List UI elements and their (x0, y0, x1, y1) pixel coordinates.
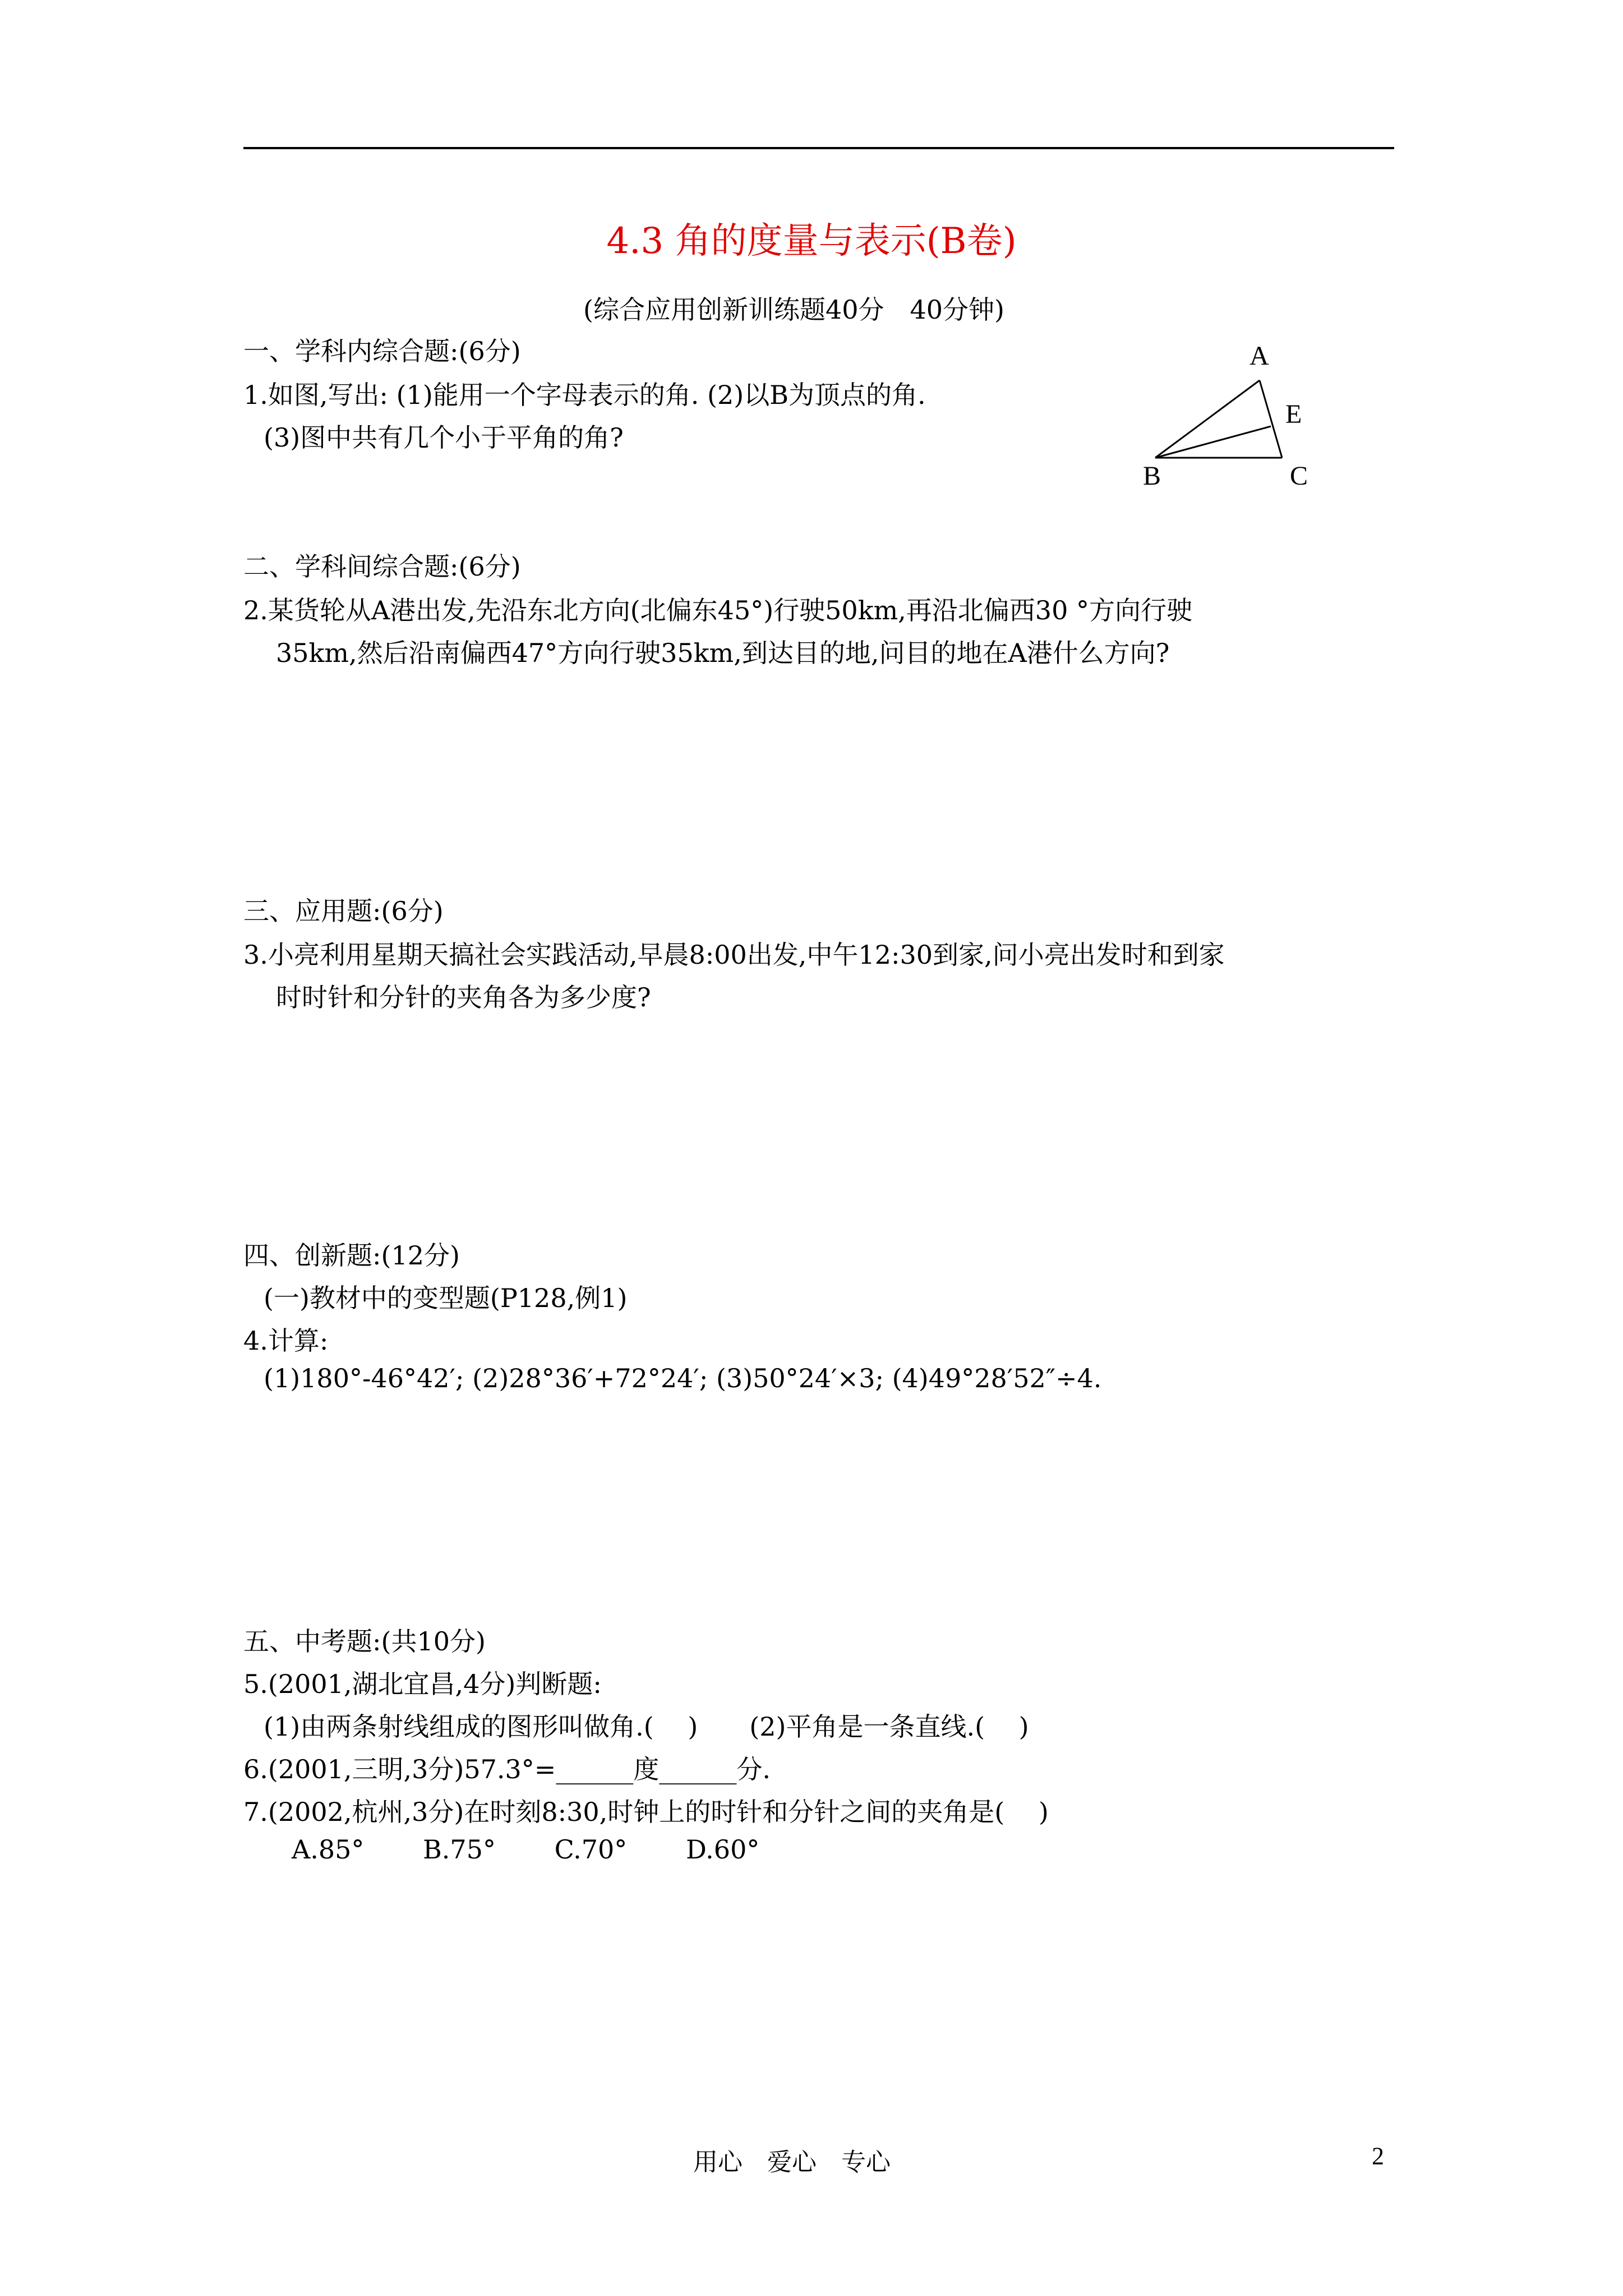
question-1-line-2: (3)图中共有几个小于平角的角? (264, 422, 624, 453)
question-6: 6.(2001,三明,3分)57.3°=______度______分. (243, 1754, 771, 1784)
section-1-heading: 一、学科内综合题:(6分) (243, 336, 521, 366)
segment-ac (1260, 380, 1282, 458)
question-5-line-1: 5.(2001,湖北宜昌,4分)判断题: (243, 1669, 602, 1699)
section-3-heading: 三、应用题:(6分) (243, 896, 444, 926)
label-b: B (1143, 461, 1161, 491)
page-title: 4.3 角的度量与表示(B卷) (606, 220, 1017, 262)
segment-be (1155, 426, 1271, 458)
segment-ba (1155, 380, 1260, 458)
question-1-line-1: 1.如图,写出: (1)能用一个字母表示的角. (2)以B为顶点的角. (243, 380, 926, 410)
question-4-line-2: (1)180°-46°42′; (2)28°36′+72°24′; (3)50°24′×3; (4)49°28′52″÷4. (264, 1363, 1102, 1393)
question-3-line-2: 时时针和分针的夹角各为多少度? (276, 982, 651, 1013)
label-a: A (1249, 342, 1269, 371)
question-7-options (292, 1834, 810, 1865)
header-rule (243, 147, 1394, 149)
option-a: A.85° (292, 1834, 365, 1865)
section-2-heading: 二、学科间综合题:(6分) (243, 551, 521, 582)
page-subtitle: (综合应用创新训练题40分 40分钟) (583, 295, 1004, 325)
question-2-line-2: 35km,然后沿南偏西47°方向行驶35km,到达目的地,问目的地在A港什么方向? (276, 638, 1170, 668)
footer-slogan: 用心 爱心 专心 (693, 2148, 891, 2177)
section-4-subheading: (一)教材中的变型题(P128,例1) (264, 1283, 628, 1313)
label-c: C (1290, 461, 1308, 491)
label-e: E (1285, 399, 1302, 429)
option-d: D.60° (685, 1834, 760, 1865)
question-3-line-1: 3.小亮利用星期天搞社会实践活动,早晨8:00出发,中午12:30到家,问小亮出发时和到家 (243, 940, 1225, 970)
option-b: B.75° (423, 1834, 496, 1865)
section-5-heading: 五、中考题:(共10分) (243, 1626, 486, 1657)
question-7: 7.(2002,杭州,3分)在时刻8:30,时钟上的时针和分针之间的夹角是( ) (243, 1797, 1049, 1827)
option-c: C.70° (554, 1834, 628, 1865)
page-number: 2 (1372, 2142, 1384, 2170)
question-4-line-1: 4.计算: (243, 1326, 329, 1356)
triangle-figure (1133, 342, 1324, 499)
question-5-line-2: (1)由两条射线组成的图形叫做角.( ) (2)平角是一条直线.( ) (264, 1711, 1029, 1742)
question-2-line-1: 2.某货轮从A港出发,先沿东北方向(北偏东45°)行驶50km,再沿北偏西30 °方向行驶 (243, 595, 1192, 625)
section-4-heading: 四、创新题:(12分) (243, 1240, 460, 1271)
